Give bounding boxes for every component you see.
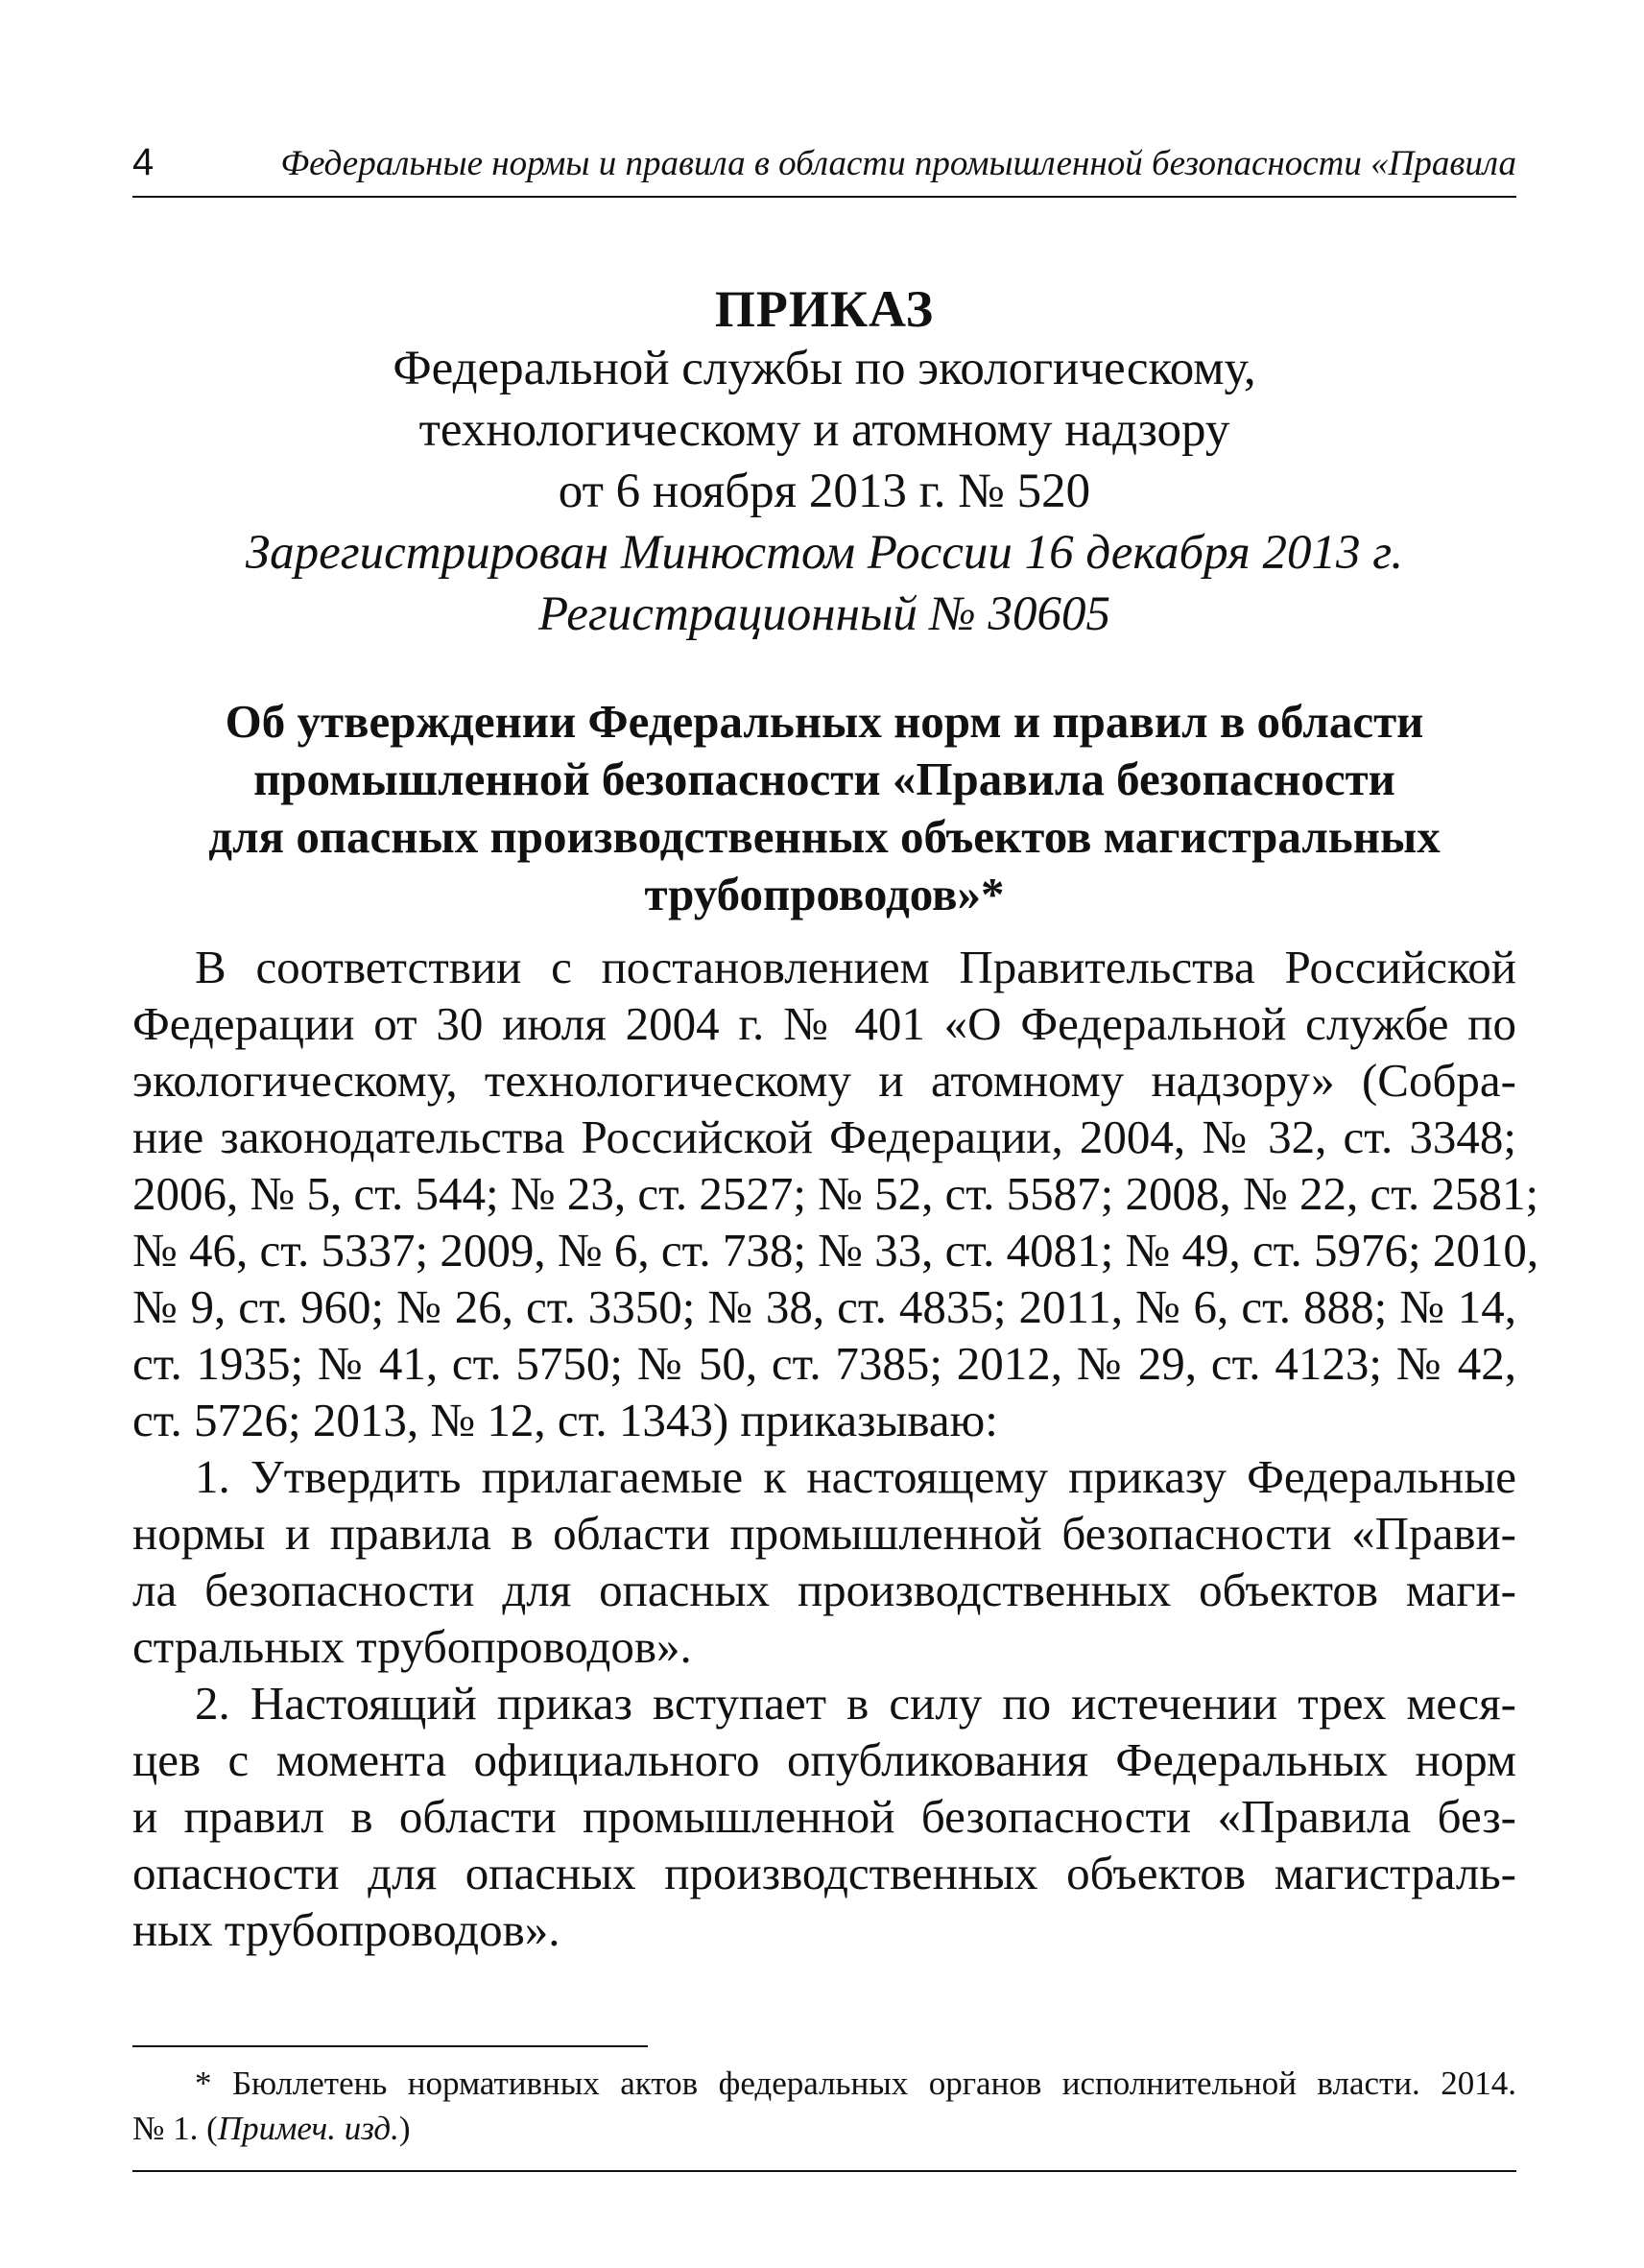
text-line: стральных трубопроводов». (132, 1620, 692, 1673)
footnote-line (132, 2061, 1516, 2106)
text-line: ла безопасности для опасных производственных объектов маги- (132, 1564, 1516, 1616)
order-date-number: от 6 ноября 2013 г. № 520 (558, 465, 1091, 518)
subject-line: для опасных производственных объектов магистральных (208, 810, 1441, 863)
text-line: ст. 5726; 2013, № 12, ст. 1343) приказываю: (132, 1394, 998, 1446)
text-line: ние законодательства Российской Федерации, 2004, № 32, ст. 3348; (132, 1110, 1516, 1163)
order-body (132, 939, 1539, 1958)
page-number: 4 (132, 141, 155, 183)
preamble-paragraph (132, 939, 1539, 1448)
text-line: ст. 1935; № 41, ст. 5750; № 50, ст. 7385; 2012, № 29, ст. 4123; № 42, (132, 1337, 1516, 1390)
text-line: нормы и правила в области промышленной безопасности «Прави- (132, 1507, 1516, 1560)
footnote-text-cont: № 1. ( (132, 2110, 218, 2147)
text-line: 2. Настоящий приказ вступает в силу по истечении трех меся- (195, 1677, 1516, 1730)
text-line: экологическому, технологическому и атомному надзору» (Собра- (132, 1054, 1516, 1107)
text-line: № 46, ст. 5337; 2009, № 6, ст. 738; № 33, ст. 4081; № 49, ст. 5976; 2010, (132, 1224, 1539, 1277)
footnote-line (132, 2106, 1516, 2151)
registration-number: Регистрационный № 30605 (537, 587, 1111, 641)
bottom-divider (132, 2170, 1516, 2172)
issuer-line: Федеральной службы по экологическому, (393, 342, 1256, 395)
footnote-divider (132, 2045, 648, 2047)
item-2-paragraph (132, 1675, 1516, 1958)
subject-line: трубопроводов»* (644, 868, 1005, 920)
order-subject (132, 693, 1516, 923)
running-header (132, 134, 1516, 198)
footnote (132, 2061, 1516, 2151)
text-line: В соответствии с постановлением Правительства Российской (195, 941, 1516, 993)
text-line: Федерации от 30 июля 2004 г. № 401 «О Федеральной службе по (132, 997, 1516, 1050)
text-line: и правил в области промышленной безопасности «Правила без- (132, 1790, 1516, 1843)
text-line: ных трубопроводов». (132, 1903, 560, 1956)
order-issuer (132, 338, 1516, 645)
registration-line: Зарегистрирован Минюстом России 16 декабря 2013 г. (245, 526, 1404, 580)
order-title: ПРИКАЗ (714, 280, 935, 338)
text-line: № 9, ст. 960; № 26, ст. 3350; № 38, ст. 4835; 2011, № 6, ст. 888; № 14, (132, 1280, 1516, 1333)
subject-line: промышленной безопасности «Правила безопасности (253, 752, 1395, 805)
text-line: 1. Утвердить прилагаемые к настоящему приказу Федеральные (195, 1450, 1516, 1503)
subject-line: Об утверждении Федеральных норм и правил в области (225, 695, 1424, 748)
publisher-note: Примеч. изд. (217, 2110, 399, 2147)
running-title: Федеральные нормы и правила в области промышленной безопасности «Правила (280, 144, 1516, 183)
footnote-close: ) (398, 2110, 411, 2147)
footnote-text: Бюллетень нормативных актов федеральных органов исполнительной власти. 2014. (231, 2065, 1516, 2102)
footnote-marker: * (195, 2065, 212, 2102)
text-line: опасности для опасных производственных объектов магистраль- (132, 1847, 1516, 1899)
text-line: цев с момента официального опубликования Федеральных норм (132, 1733, 1516, 1786)
text-line: 2006, № 5, ст. 544; № 23, ст. 2527; № 52, ст. 5587; 2008, № 22, ст. 2581; (132, 1167, 1539, 1220)
item-1-paragraph (132, 1448, 1516, 1675)
issuer-line: технологическому и атомному надзору (418, 403, 1230, 457)
